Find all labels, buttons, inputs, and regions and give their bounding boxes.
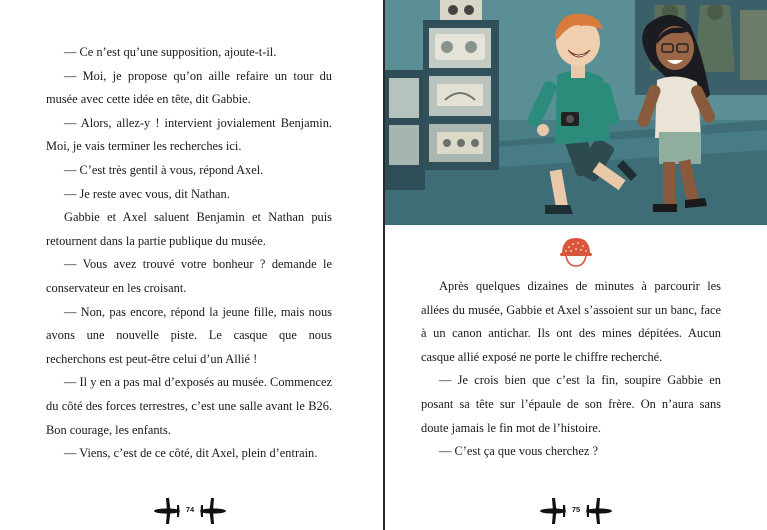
paragraph: — Moi, je propose qu’on aille refaire un tour du musée avec cette idée en tête, dit Gabbie. [46, 68, 332, 107]
paragraph: — Non, pas encore, répond la jeune fille, mais nous avons une nouvelle piste. Le casque que nous recherchons est peut-être celui d’un Allié ! [46, 304, 332, 366]
paragraph: — Vous avez trouvé votre bonheur ? demande le conservateur en les croisant. [46, 257, 332, 295]
right-page-text [421, 275, 721, 464]
paragraph: — Je reste avec vous, dit Nathan. [64, 186, 230, 201]
paragraph: — Il y en a pas mal d’exposés au musée. Commencez du côté des forces terrestres, c’est une salle avant le B26. Bon courage, les enfants. [46, 375, 332, 437]
paragraph: — C’est très gentil à vous, répond Axel. [64, 162, 264, 177]
paragraph: — C’est ça que vous cherchez ? [439, 444, 598, 459]
paragraph: — Je crois bien que c’est la fin, soupire Gabbie en posant sa tête sur l’épaule de son frère. On n’aura sans doute jamais le fin mot de l’histoire. [421, 373, 721, 435]
helmet-icon [559, 234, 593, 273]
paragraph: — Ce n’est qu’une supposition, ajoute-t-il. [64, 45, 277, 59]
museum-illustration [385, 0, 767, 225]
left-page [0, 0, 383, 530]
paragraph: Après quelques dizaines de minutes à parcourir les allées du musée, Gabbie et Axel s’assoient sur un banc, face à un canon antichar. Ils ont des mines dépitées. Aucun casque allié exposé ne porte le chiffre recherché. [421, 279, 721, 364]
page-number-folio [150, 497, 230, 525]
paragraph: — Alors, allez-y ! intervient jovialement Benjamin. Moi, je vais terminer les recherches ici. [46, 115, 332, 154]
paragraph: Gabbie et Axel saluent Benjamin et Nathan puis retournent dans la partie publique du musée. [46, 210, 332, 248]
page-number: 74 [185, 505, 195, 514]
page-number: 75 [571, 505, 581, 514]
paragraph: — Viens, c’est de ce côté, dit Axel, plein d’entrain. [64, 446, 318, 461]
left-page-text [46, 41, 332, 466]
right-page [385, 0, 767, 530]
page-number-folio [536, 497, 616, 525]
